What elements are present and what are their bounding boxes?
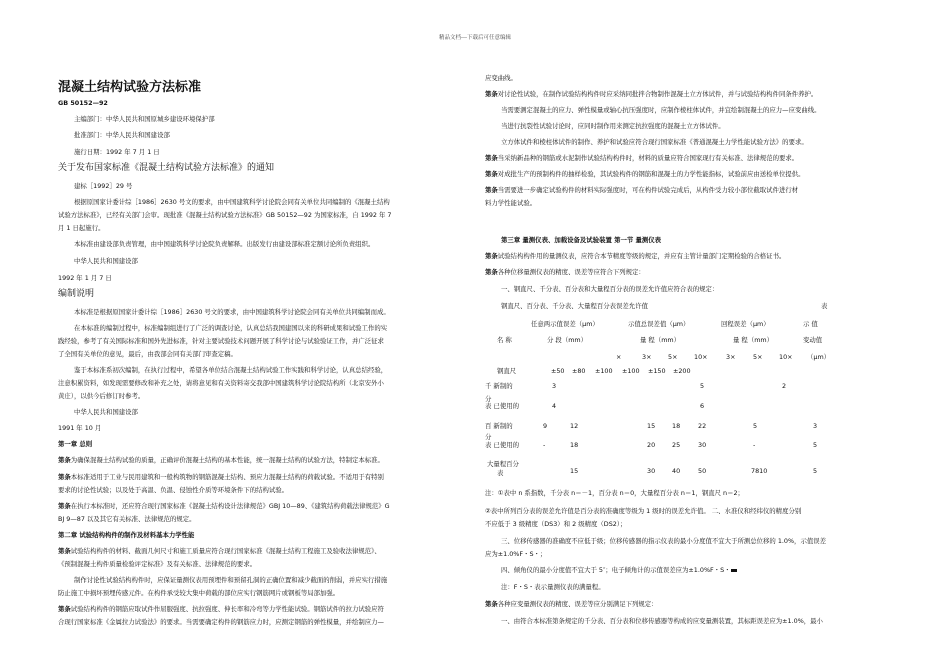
table-header: 5× <box>753 353 763 361</box>
table-cell: ±200 <box>673 367 691 375</box>
article-text: 立方体试件和棱柱体试件的制作、养护和试验应符合现行国家标准《普通混凝土力学性能试验方法》的要求。 <box>501 138 808 146</box>
table-header: 10× <box>779 353 793 361</box>
article-text: 料力学性能试验。 <box>485 199 537 207</box>
article-1-03 <box>58 502 390 510</box>
table-row-name: 大量程百分 <box>487 460 519 468</box>
table-header: 示值总误差值（μm） <box>628 320 690 328</box>
table-cell: ±150 <box>648 367 666 375</box>
table-cell: 18 <box>672 422 681 430</box>
table-cell: 5 <box>700 382 705 390</box>
table-cell: - <box>543 441 546 449</box>
table-cell: 22 <box>698 422 707 430</box>
article-text: 应变曲线。 <box>485 74 517 82</box>
table-header: 任意两示值误差（μm） <box>531 320 599 328</box>
table-row-name: 钢直尺 <box>497 367 517 375</box>
article-head: 第条 <box>485 600 498 608</box>
table-row-name: 表 已使用的 <box>485 441 519 449</box>
article-3-03 <box>485 600 658 608</box>
table-cell: 3 <box>552 382 557 390</box>
notice-paragraph: 月 1 日起施行。 <box>58 224 105 232</box>
article-3-01 <box>485 252 785 260</box>
article-text: 试验结构构件的钢筋应取试件作屈服强度、抗拉强度、伸长率和冷弯等力学性能试验。钢筋试件的拉力试验应符 <box>70 605 384 613</box>
explain-signature: 中华人民共和国建设部 <box>74 408 138 416</box>
article-head: 第条 <box>485 154 498 162</box>
table-cell: 5 <box>813 467 818 475</box>
article-head: 第条 <box>485 90 498 98</box>
article-text: 为确保混凝土结构试验的质量，正确评价混凝土结构的基本性能，统一混凝土结构的试验方法，特制定本标准。 <box>70 456 384 464</box>
article-head: 第条 <box>58 502 71 510</box>
table-row-name: 百 新制的 <box>485 422 513 430</box>
table-cell: 6 <box>700 402 705 410</box>
table-cell: 7810 <box>751 467 768 475</box>
approve-dept: 批准部门：中华人民共和国建设部 <box>74 131 170 139</box>
notice-date: 1992 年 1 月 7 日 <box>58 274 112 282</box>
effective-date: 施行日期：1992 年 7 月 1 日 <box>74 148 160 156</box>
table-note: 不应低于 3 级精度（DS3）和 2 级精度（DS2）； <box>485 520 627 528</box>
explain-date: 1991 年 10 月 <box>58 424 102 432</box>
article-2-06 <box>485 186 798 194</box>
table-cell: 2 <box>782 382 787 390</box>
table-cell: 40 <box>672 467 681 475</box>
article-3-02 <box>485 268 645 276</box>
table-header: 名 称 <box>497 336 512 344</box>
table-row-name: 分 <box>485 433 492 441</box>
article-head: 第条 <box>485 170 498 178</box>
table-cell: 9 <box>543 422 548 430</box>
table-row-name: 千 新制的 <box>485 382 513 390</box>
article-text: 试验结构构件的材料、截面几何尺寸和施工质量应符合现行国家标准《混凝土结构工程施工及验收法律规范》、 <box>70 547 381 555</box>
table-title: 钢直尺、百分表、千分表、大量程百分表误差允许值 <box>501 302 648 310</box>
table-header: 量 程（mm） <box>640 336 681 344</box>
article-text: 各种应变量测仪表的精度、误差等应分别满足下列规定： <box>497 600 658 608</box>
article-1-02 <box>58 473 384 481</box>
notice-paragraph: 本标准由建设部负责管理，由中国建筑科学讨论院负责解释。出版发行由建设部标准定额讨论所负责组织。 <box>74 240 375 248</box>
table-cell: 30 <box>698 441 707 449</box>
list-item: 一、由符合本标准第条规定的千分表、百分表和位移传感器等构成的应变量测装置，其标距误差应为±1.0%，最小 <box>501 617 823 625</box>
table-cell: 15 <box>647 422 656 430</box>
table-note: 注：①表中 n 系指数，千分表 n＝－1，百分表 n＝0，大量程百分表 n＝1，钢直尺 n＝2； <box>485 489 744 497</box>
table-cell: 50 <box>698 467 707 475</box>
article-head: 第条 <box>58 473 71 481</box>
list-item-note: 注：F・S・表示量测仪表的满量程。 <box>501 583 605 591</box>
article-text: 制作讨论性试验结构构件时，应保证量测仪表用预埋件和预留孔洞的正确位置和减少截面的削弱，并应实行措施 <box>74 576 388 584</box>
list-item: 应为±1.0%F・S・； <box>485 550 547 558</box>
table-header: 变动值 <box>803 336 823 344</box>
table-cell: 5 <box>813 441 818 449</box>
table-note: ②表中所列百分表的误差允许值是百分表的准确度等级为 1 级时的误差允许值。 二、水准仪和经纬仪的精度分别 <box>485 507 802 515</box>
table-header: （μm） <box>807 353 831 361</box>
list-item: 三、位移传感器的准确度不应低于级；位移传感器的指示仪表的最小分度值不宜大于所测总位移的 1.0%，示值误差 <box>501 537 827 545</box>
table-header: 量 程（mm） <box>733 336 774 344</box>
table-cell: 25 <box>672 441 681 449</box>
article-1-01 <box>58 456 384 464</box>
article-text: 在执行本标准时，还应符合现行国家标准《混凝土结构设计法律规范》GBJ 10—89、《建筑结构荷载法律规范》G <box>70 502 390 510</box>
doc-title: 混凝土结构试验方法标准 <box>58 80 202 95</box>
article-head: 第条 <box>485 186 498 194</box>
table-header: × <box>616 353 622 361</box>
explain-paragraph: 践经验，参考了有关国际标准和国外先进标准，针对主要试验技术问题开展了科学讨论与试验验证工作，并广泛征求 <box>58 337 384 345</box>
article-text: 各种位移量测仪表的精度、误差等应符合下列规定： <box>497 268 645 276</box>
article-text: 对成批生产的预制构件的抽样检验，其试验构件的钢筋和混凝土的力学性能指标，试验前应由送检单位提供。 <box>497 170 805 178</box>
black-square-icon <box>731 569 737 572</box>
explain-paragraph: 了全国有关单位的意见，最后，由我部会同有关部门审查定稿。 <box>58 350 237 358</box>
article-text: 防止施工中损坏预埋传感元件。在构件承受较大集中荷载的部位应实行钢筋网片或钢板等局部加强。 <box>58 589 340 597</box>
table-cell: ±50 <box>551 367 565 375</box>
article-text: 《预制混凝土构件质量检验评定标准》及有关标准、法律规范的要求。 <box>58 560 257 568</box>
chapter-heading: 第三章 量测仪表、加载设备及试验装置 第一节 量测仪表 <box>501 236 662 244</box>
explain-paragraph: 注意积累资料，如发现需要修改和补充之处，请将意见和有关资料寄交我部中国建筑科学讨论院结构所（北京安外小 <box>58 379 384 387</box>
table-cell: 4 <box>552 402 557 410</box>
article-text: 合现行国家标准《金属拉力试验法》的要求。当需要确定构件的钢筋应力时，应测定钢筋的弹性模量，并绘制应力— <box>58 618 384 626</box>
table-cell: 15 <box>570 467 579 475</box>
table-header: 分 段（mm） <box>547 336 588 344</box>
article-2-05 <box>485 170 805 178</box>
table-cell: 5 <box>753 422 758 430</box>
table-header: 回程误差（μm） <box>721 320 770 328</box>
table-cell: ±80 <box>572 367 586 375</box>
table-header: 10× <box>694 353 708 361</box>
explain-paragraph: 黄庄），以供今后修订时参考。 <box>58 392 145 400</box>
article-text: 当采纳新品种的钢筋或水泥制作试验结构构件时，材料的质量应符合国家现行有关标准、法律规范的要求。 <box>497 154 799 162</box>
table-cell: 12 <box>570 422 579 430</box>
table-cell: 3 <box>813 422 818 430</box>
article-text: 当需要进一步确定试验构件的材料实际强度时，可在构件试验完成后，从构件受力较小部位截取试件进行材 <box>497 186 799 194</box>
article-2-03 <box>485 90 817 98</box>
notice-signature: 中华人民共和国建设部 <box>74 257 138 265</box>
table-cell: 18 <box>570 441 579 449</box>
article-head: 第条 <box>58 456 71 464</box>
table-row-name: 表 已使用的 <box>485 402 519 410</box>
table-cell: ±100 <box>622 367 640 375</box>
article-text: 一、钢直尺、千分表、百分表和大量程百分表的误差允许值应符合表的规定： <box>501 285 719 293</box>
editor-dept: 主编部门：中华人民共和国原城乡建设环境保护部 <box>74 115 215 123</box>
article-head: 第条 <box>58 605 71 613</box>
article-text: 当需要测定混凝土的应力、弹性模量或轴心抗压强度时，应制作棱柱体试件，并宜绘制混凝土的应力—应变曲线。 <box>501 106 821 114</box>
article-text: 对讨论性试验，在制作试验结构构件时应采纳同批拌合物制作混凝土立方体试件，并与试验结构构件同条件养护。 <box>497 90 818 98</box>
table-header: 3× <box>726 353 736 361</box>
explain-paragraph: 鉴于本标准系初次编制，在执行过程中，希望各单位结合混凝土结构试验工作实践和科学讨论，认真总结经验， <box>74 366 388 374</box>
list-item-text: 四、倾角仪的最小分度值不宜大于 5″；电子倾角计的示值误差应为±1.0%F・S・ <box>501 566 731 574</box>
table-cell: 20 <box>647 441 656 449</box>
notice-title: 关于发布国家标准《混凝土结构试验方法标准》的通知 <box>58 163 275 173</box>
table-header: 3× <box>642 353 652 361</box>
article-2-04 <box>485 154 798 162</box>
article-head: 第条 <box>58 547 71 555</box>
table-header: 示 值 <box>803 320 818 328</box>
table-cell: ±100 <box>595 367 613 375</box>
article-2-02 <box>58 605 384 613</box>
article-2-01 <box>58 547 381 555</box>
article-text: 要求的讨论性试验；以及处于高温、负温、侵蚀性介质等环境条件下的结构试验。 <box>58 486 289 494</box>
notice-number: 建标［1992］29 号 <box>74 182 133 190</box>
explain-title: 编制说明 <box>58 289 95 299</box>
chapter-heading: 第二章 试验结构构件的制作及材料基本力学性能 <box>58 531 195 539</box>
table-cell: 30 <box>647 467 656 475</box>
article-text: 本标准适用于工业与民用建筑和一般构筑物的钢筋混凝土结构、预应力混凝土结构的荷载试验。不适用于有特别 <box>70 473 384 481</box>
table-row-name: 表 <box>497 469 504 477</box>
article-head: 第条 <box>485 268 498 276</box>
doc-code: GB 50152—92 <box>58 99 108 107</box>
header-note: 精品文档---下载后可任意编辑 <box>439 35 511 41</box>
article-text: BJ 9—87 以及其它有关标准、法律规范的规定。 <box>58 515 196 523</box>
notice-paragraph: 根据原国家计委计综［1986］2630 号文的要求，由中国建筑科学讨论院会同有关单位共同编制的《混凝土结构 <box>74 198 390 206</box>
notice-paragraph: 试验方法标准》，已经有关部门会审。现批准《混凝土结构试验方法标准》GB 50152—92 为国家标准，自 1992 年 7 <box>58 211 392 219</box>
explain-paragraph: 在本标准的编制过程中，标准编制组进行了广泛的调查讨论，认真总结我国建国以来的科研成果和试验工作的实 <box>74 324 388 332</box>
table-cell: - <box>753 441 756 449</box>
explain-paragraph: 本标准是根据原国家计委计综［1986］2630 号文的要求，由中国建筑科学讨论院会同有关单位共同编制而成。 <box>74 308 390 316</box>
chapter-heading: 第一章 总则 <box>58 440 93 448</box>
article-head: 第条 <box>485 252 498 260</box>
table-label: 表 <box>821 302 828 310</box>
list-item <box>501 566 737 574</box>
table-row-name: 分 <box>485 395 492 403</box>
article-text: 当进行抗裂性试验讨论时，应同时制作用来测定抗拉强度的混凝土立方体试件。 <box>501 122 725 130</box>
article-text: 试验结构构件用的量测仪表，应符合本节精度等级的规定，并应有主管计量部门定期检验的合格证书。 <box>497 252 786 260</box>
table-header: 5× <box>668 353 678 361</box>
